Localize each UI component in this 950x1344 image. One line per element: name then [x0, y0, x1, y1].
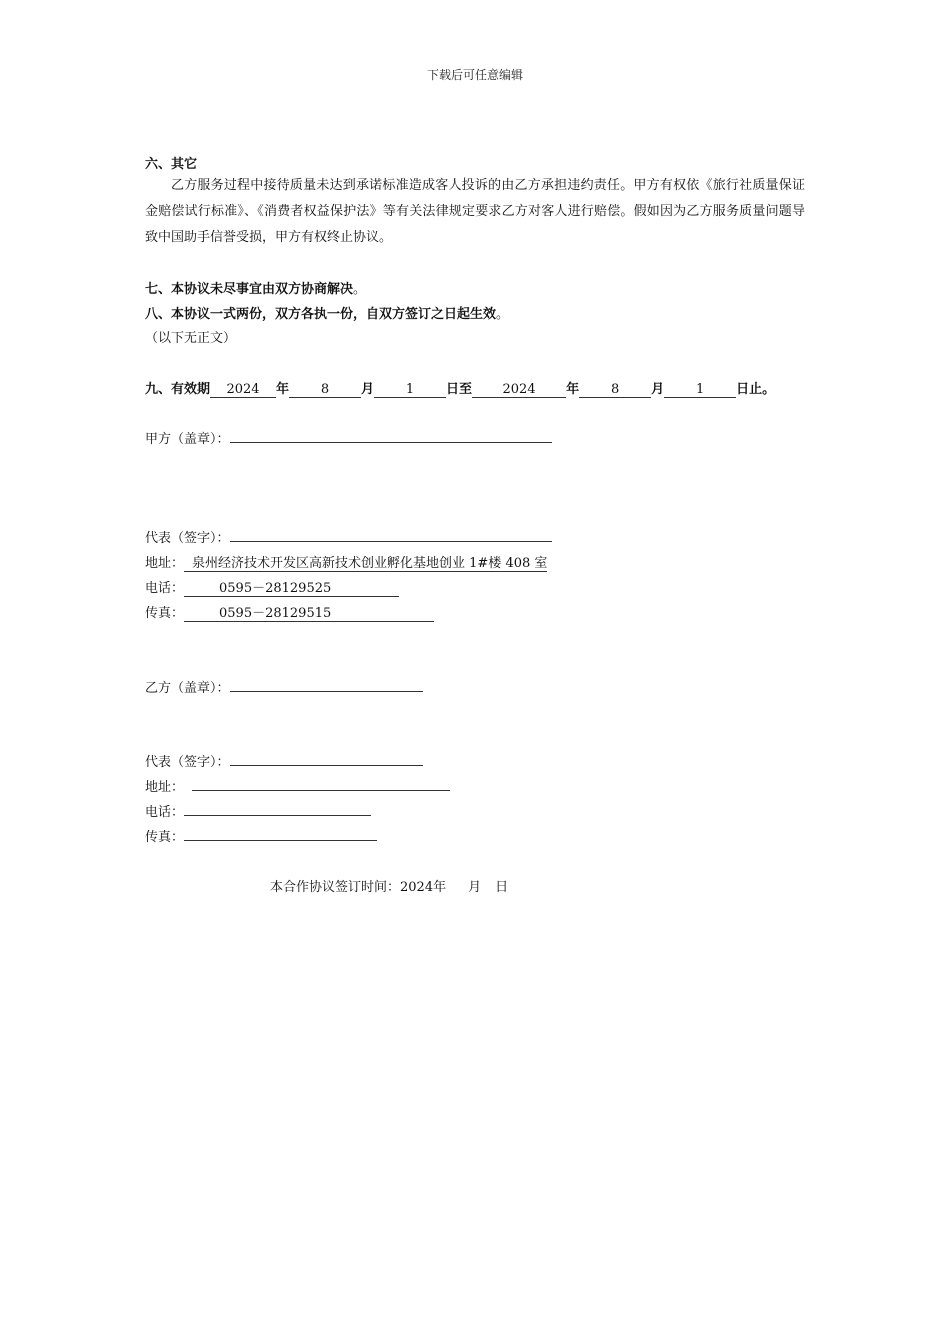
signing-date — [270, 876, 508, 895]
section8-end: 。 — [496, 307, 510, 322]
party-a-seal-line[interactable] — [230, 428, 552, 443]
party-a-rep-line[interactable] — [230, 527, 552, 542]
party-a-address — [145, 552, 547, 572]
party-b-rep — [145, 751, 423, 770]
party-a-fax-line[interactable] — [184, 606, 434, 622]
start-day-field[interactable]: 1 — [374, 382, 446, 398]
section7-end: 。 — [353, 282, 367, 297]
party-a-fax — [145, 602, 434, 622]
party-a-fax-value: 0595－28129515 — [219, 606, 332, 621]
party-b-phone — [145, 801, 371, 820]
party-b-seal — [145, 677, 423, 696]
party-b-seal-line[interactable] — [230, 677, 423, 692]
section8 — [145, 303, 509, 322]
party-a-phone — [145, 577, 399, 597]
party-a-rep — [145, 527, 552, 546]
month-label: 月 — [361, 382, 375, 397]
party-b-address-line[interactable] — [192, 776, 450, 791]
end-day-field[interactable]: 1 — [664, 382, 736, 398]
party-a-address-value[interactable]: 泉州经济技术开发区高新技术创业孵化基地创业 1#楼 408 室 — [184, 556, 547, 572]
party-b-rep-line[interactable] — [230, 751, 423, 766]
section9-validity — [145, 378, 775, 398]
party-b-address — [145, 776, 450, 795]
party-b-seal-label: 乙方（盖章）： — [145, 681, 230, 696]
signing-month-label: 月 — [468, 880, 482, 895]
party-b-fax-line[interactable] — [184, 826, 377, 841]
party-a-rep-label: 代表（签字）： — [145, 531, 230, 546]
party-a-phone-value: 0595－28129525 — [219, 581, 332, 596]
no-more-text: （以下无正文） — [145, 331, 237, 346]
party-a-fax-label: 传真： — [145, 606, 185, 621]
party-b-address-label: 地址： — [145, 780, 185, 795]
end-label: 日止。 — [736, 382, 776, 397]
end-year-field[interactable]: 2024 — [472, 382, 566, 398]
end-month-field[interactable]: 8 — [579, 382, 651, 398]
party-a-seal — [145, 428, 552, 447]
signing-year[interactable]: 2024 — [400, 880, 434, 895]
section7-title: 七、本协议未尽事宜由双方协商解决 — [145, 282, 354, 297]
year-label: 年 — [276, 382, 290, 397]
start-month-field[interactable]: 8 — [289, 382, 361, 398]
signing-label: 本合作协议签订时间： — [270, 880, 401, 895]
section6-title: 六、其它 — [145, 157, 198, 172]
party-a-phone-line[interactable] — [184, 581, 399, 597]
party-a-phone-label: 电话： — [145, 581, 185, 596]
party-b-fax-label: 传真： — [145, 830, 185, 845]
section8-title: 八、本协议一式两份，双方各执一份，自双方签订之日起生效 — [145, 307, 497, 322]
year-label-2: 年 — [566, 382, 580, 397]
party-b-phone-label: 电话： — [145, 805, 185, 820]
party-b-fax — [145, 826, 377, 845]
start-year-field[interactable]: 2024 — [210, 382, 276, 398]
party-b-phone-line[interactable] — [184, 801, 371, 816]
party-b-rep-label: 代表（签字）： — [145, 755, 230, 770]
header-note: 下载后可任意编辑 — [426, 68, 523, 82]
signing-day-label: 日 — [495, 880, 509, 895]
party-a-address-label: 地址： — [145, 556, 185, 571]
signing-year-label: 年 — [433, 880, 447, 895]
month-label-2: 月 — [651, 382, 665, 397]
section6-body: 乙方服务过程中接待质量未达到承诺标准造成客人投诉的由乙方承担违约责任。甲方有权依《旅行社质量保证金赔偿试行标准》、《消费者权益保护法》等有关法律规定要求乙方对客人进行赔偿。假如因为乙方服务质量问题导致中国助手信誉受损，甲方有权终止协议。 — [145, 178, 805, 245]
validity-prefix: 九、有效期 — [145, 382, 211, 397]
section7 — [145, 278, 366, 297]
day-to-label: 日至 — [446, 382, 473, 397]
party-a-seal-label: 甲方（盖章）： — [145, 432, 230, 447]
